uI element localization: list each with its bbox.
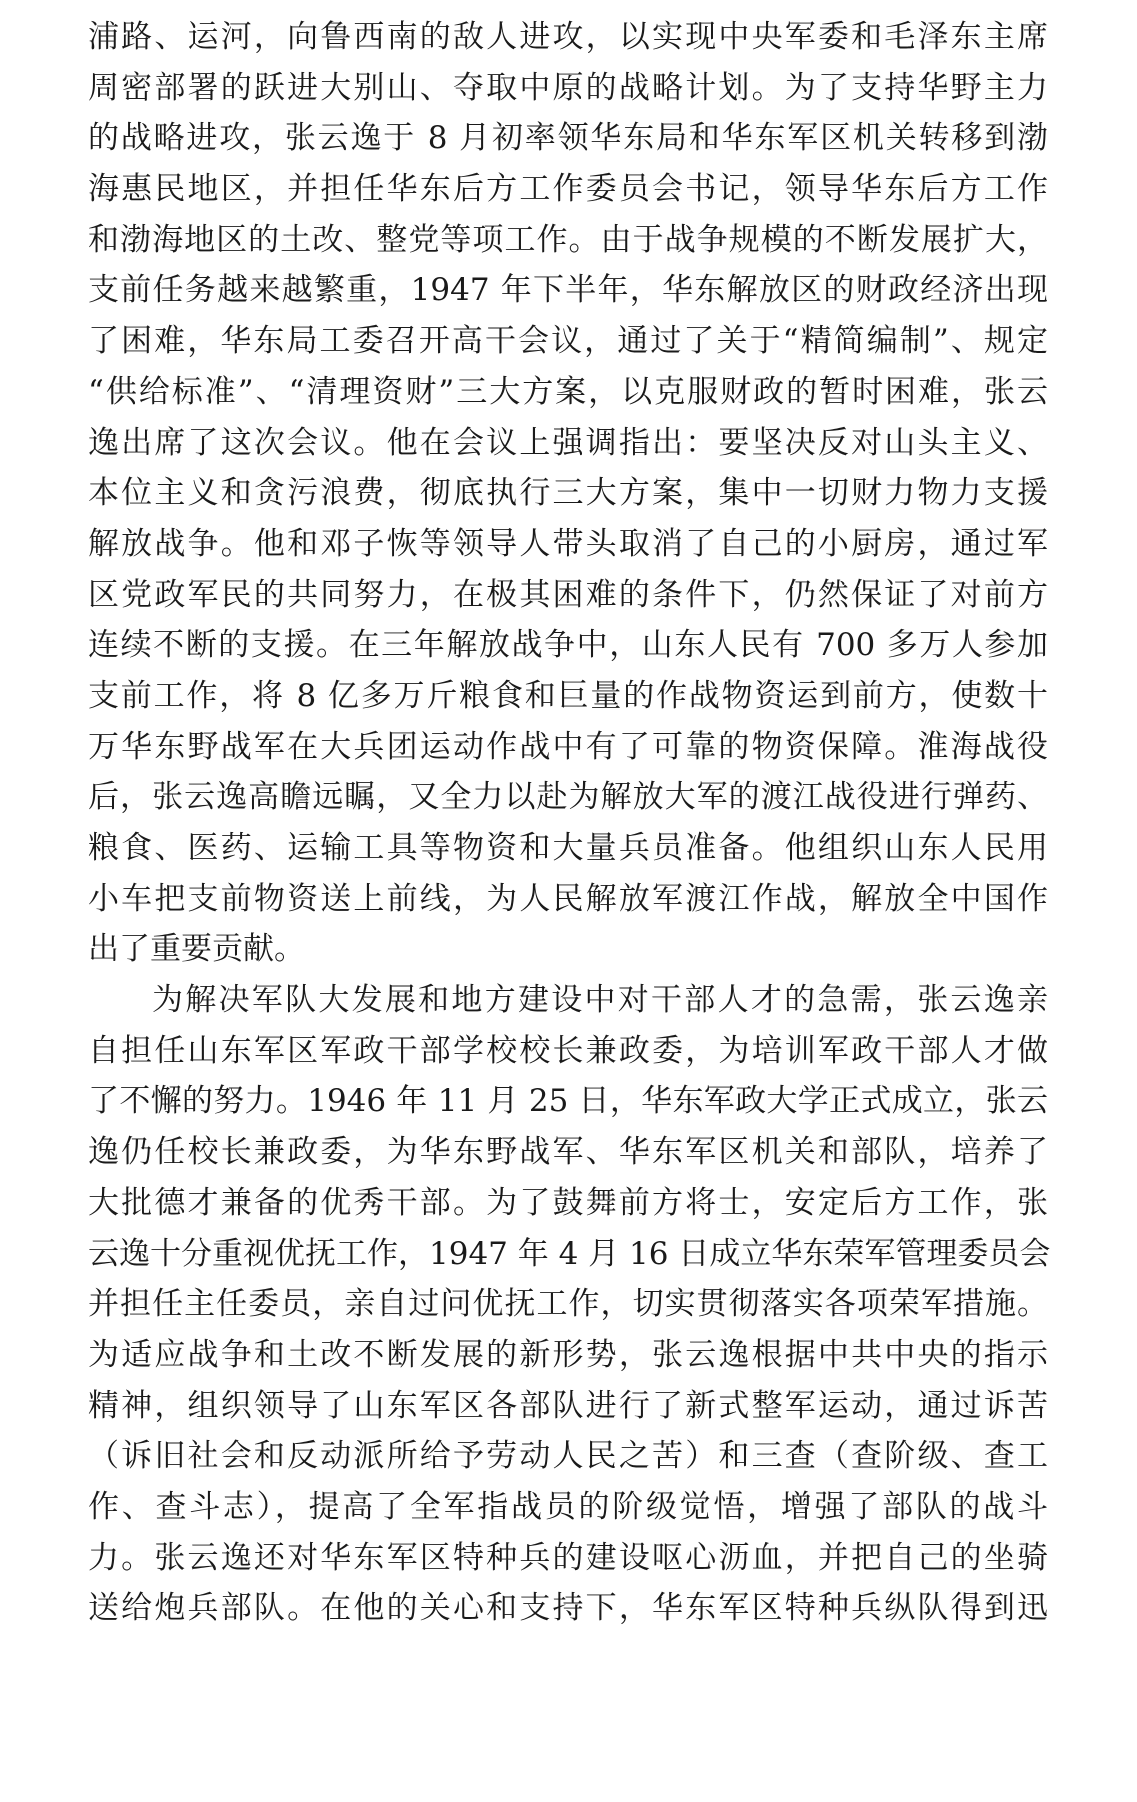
paragraph-2-line: 精神，组织领导了山东军区各部队进行了新式整军运动，通过诉苦 xyxy=(88,1387,1048,1424)
paragraph-1-line: 和渤海地区的土改、整党等项工作。由于战争规模的不断发展扩大， xyxy=(88,221,1048,258)
paragraph-1-line: 周密部署的跃进大别山、夺取中原的战略计划。为了支持华野主力 xyxy=(88,69,1048,106)
paragraph-1-line: 连续不断的支援。在三年解放战争中，山东人民有 700 多万人参加 xyxy=(88,627,1048,664)
paragraph-1-line: 出了重要贡献。 xyxy=(88,931,305,968)
paragraph-2-line: 逸仍任校长兼政委，为华东野战军、华东军区机关和部队，培养了 xyxy=(88,1134,1048,1171)
paragraph-2-line: 并担任主任委员，亲自过问优抚工作，切实贯彻落实各项荣军措施。 xyxy=(88,1286,1048,1323)
body-text xyxy=(88,12,1051,1634)
paragraph-2-line: 了不懈的努力。1946 年 11 月 25 日，华东军政大学正式成立，张云 xyxy=(88,1083,1048,1120)
paragraph-1-line: 小车把支前物资送上前线，为人民解放军渡江作战，解放全中国作 xyxy=(88,880,1048,917)
paragraph-1-line: 区党政军民的共同努力，在极其困难的条件下，仍然保证了对前方 xyxy=(88,576,1048,613)
paragraph-1-line: “供给标准”、“清理资财”三大方案，以克服财政的暂时困难，张云 xyxy=(88,373,1048,410)
paragraph-2-line: 作、查斗志），提高了全军指战员的阶级觉悟，增强了部队的战斗 xyxy=(88,1488,1048,1525)
paragraph-2-line: 自担任山东军区军政干部学校校长兼政委，为培训军政干部人才做 xyxy=(88,1032,1048,1069)
paragraph-1-line: 粮食、医药、运输工具等物资和大量兵员准备。他组织山东人民用 xyxy=(88,830,1048,866)
paragraph-2-line: 送给炮兵部队。在他的关心和支持下，华东军区特种兵纵队得到迅 xyxy=(88,1590,1048,1627)
paragraph-1-line: 浦路、运河，向鲁西南的敌人进攻，以实现中央军委和毛泽东主席 xyxy=(88,19,1048,55)
paragraph-2-first-line: 为解决军队大发展和地方建设中对干部人才的急需，张云逸亲 xyxy=(152,982,1048,1019)
paragraph-1-line: 的战略进攻，张云逸于 8 月初率领华东局和华东军区机关转移到渤 xyxy=(88,120,1048,157)
paragraph-1-line: 万华东野战军在大兵团运动作战中有了可靠的物资保障。淮海战役 xyxy=(88,728,1048,765)
paragraph-1-line: 海惠民地区，并担任华东后方工作委员会书记，领导华东后方工作 xyxy=(88,171,1048,208)
paragraph-2-line: 大批德才兼备的优秀干部。为了鼓舞前方将士，安定后方工作，张 xyxy=(88,1184,1048,1221)
paragraph-1-line: 支前工作，将 8 亿多万斤粮食和巨量的作战物资运到前方，使数十 xyxy=(88,677,1048,714)
paragraph-2-line: 为适应战争和土改不断发展的新形势，张云逸根据中共中央的指示 xyxy=(88,1336,1048,1373)
paragraph-2-line: 力。张云逸还对华东军区特种兵的建设呕心沥血，并把自己的坐骑 xyxy=(88,1539,1048,1576)
paragraph-1-line: 支前任务越来越繁重，1947 年下半年，华东解放区的财政经济出现 xyxy=(88,272,1048,309)
paragraph-1-line: 本位主义和贪污浪费，彻底执行三大方案，集中一切财力物力支援 xyxy=(88,475,1048,512)
paragraph-1-line: 逸出席了这次会议。他在会议上强调指出：要坚决反对山头主义、 xyxy=(88,424,1048,461)
paragraph-1-line: 后，张云逸高瞻远瞩，又全力以赴为解放大军的渡江战役进行弹药、 xyxy=(88,779,1048,816)
paragraph-2-line: （诉旧社会和反动派所给予劳动人民之苦）和三查（查阶级、查工 xyxy=(88,1438,1048,1475)
paragraph-1-line: 解放战争。他和邓子恢等领导人带头取消了自己的小厨房，通过军 xyxy=(88,525,1048,562)
paragraph-2-line: 云逸十分重视优抚工作，1947 年 4 月 16 日成立华东荣军管理委员会 xyxy=(88,1235,1051,1272)
paragraph-1-line: 了困难，华东局工委召开高干会议，通过了关于“精简编制”、规定 xyxy=(88,323,1048,360)
